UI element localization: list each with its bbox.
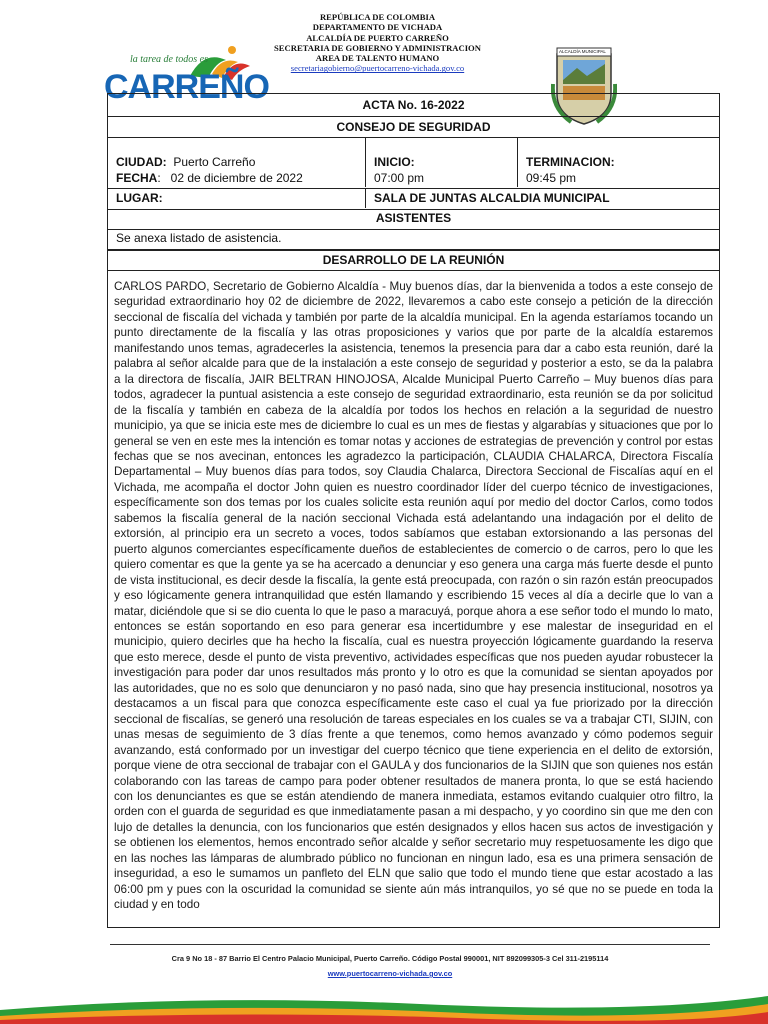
- lugar-value: SALA DE JUNTAS ALCALDIA MUNICIPAL: [374, 191, 610, 205]
- lugar-row: [107, 188, 720, 210]
- letterhead-line-mayoralty: ALCALDÍA DE PUERTO CARREÑO: [306, 32, 449, 43]
- fecha-label: FECHA: [116, 171, 158, 185]
- ciudad-value: Puerto Carreño: [173, 155, 256, 169]
- letterhead-line-secretariat: SECRETARIA DE GOBIERNO Y ADMINISTRACION: [274, 42, 481, 53]
- logo-wordmark: CARREÑO: [104, 68, 269, 106]
- terminacion-value: 09:45 pm: [526, 171, 577, 185]
- terminacion-label: TERMINACION:: [526, 155, 615, 169]
- asistentes-value: Se anexa listado de asistencia.: [116, 231, 282, 245]
- asistentes-row: [107, 229, 720, 250]
- lugar-label: LUGAR:: [116, 191, 163, 205]
- acta-title: ACTA No. 16-2022: [362, 98, 465, 112]
- asistentes-header-row: [107, 209, 720, 230]
- footer-website-link[interactable]: www.puertocarreno-vichada.gov.co: [327, 969, 453, 978]
- desarrollo-header-row: [107, 250, 720, 271]
- city-date-cell: [108, 137, 366, 187]
- acta-subtitle-row: [107, 116, 720, 138]
- shield-label: ALCALDÍA MUNICIPAL: [559, 49, 606, 54]
- acta-subtitle: CONSEJO DE SEGURIDAD: [336, 120, 491, 134]
- fecha-value: : 02 de diciembre de 2022: [157, 171, 303, 185]
- footer-divider: [110, 944, 710, 945]
- footer-address: Cra 9 No 18 - 87 Barrio El Centro Palacio Municipal, Puerto Carreño. Código Postal 990001, NIT 892099305-3 Cel 311-2195114: [171, 954, 609, 963]
- footer-color-waves: [0, 990, 768, 1024]
- inicio-cell: [366, 137, 518, 187]
- letterhead: [250, 12, 505, 74]
- letterhead-line-country: REPÚBLICA DE COLOMBIA: [319, 12, 436, 22]
- ciudad-label: CIUDAD:: [116, 155, 167, 169]
- asistentes-label: ASISTENTES: [375, 211, 452, 225]
- logo-tagline: la tarea de todos es: [130, 54, 208, 65]
- letterhead-line-department: DEPARTAMENTO DE VICHADA: [312, 22, 443, 33]
- acta-title-row: [107, 93, 720, 117]
- letterhead-email-link[interactable]: secretariagobierno@puertocarreno-vichada.gov.co: [290, 63, 465, 74]
- inicio-value: 07:00 pm: [374, 171, 425, 185]
- letterhead-line-area: AREA DE TALENTO HUMANO: [315, 53, 440, 64]
- inicio-label: INICIO:: [374, 155, 415, 169]
- meeting-minutes-body: CARLOS PARDO, Secretario de Gobierno Alcaldía - Muy buenos días, dar la bienvenida a todos a este consejo de seguridad extraordinario hoy 02 de diciembre de 2022, llevaremos a cabo este consejo a petición de la dirección seccional de fiscalía del vichada y también por parte de la alcaldía municipal. En la agenda estaríamos tocando un punto directamente de la fiscalía y las otras proposiciones y varios que por parte de la alcaldía estaremos manifestando unos temas, agradecerles la asistencia, tenemos la presencia para dar a cabo esta reunión, daré la palabra al señor alcalde para que de la instalación a este consejo de seguridad y posterior a esto, se da la palabra a la directora de fiscalía, JAIR BELTRAN HINOJOSA, Alcalde Municipal Puerto Carreño – Muy buenos días para todos, agradecer la puntual asistencia a este consejo de seguridad extraordinario, esta reunión se da por solicitud de la fiscalía y también en cabeza de la alcaldía por todos los hechos en relación a la seguridad de nuestro municipio, ya que se inicia este mes de diciembre lo cual es un mes de fiestas y algarabías y situaciones que por lo general se ven en este mes la intención es tomar notas y acciones de estrategias de prevención y control por estas fechas que se nos avecinan, entonces les agradezco la participación, CLAUDIA CHALARCA, Directora Fiscalía Departamental – Muy buenos días para todos, soy Claudia Chalarca, Directora Seccional de Fiscalías aquí en el Vichada, me acompaña el doctor John quien es nuestro coordinador líder del cuerpo técnico de investigaciones, específicamente son dos temas por los cuales solicite esta reunión aquí por medio del doctor Carlos, como todos sabemos la fiscalía general de la nación seccional Vichada está adelantando una indagación por el delito de extorsión, al principio era un secreto a voces, todos sabíamos que estaban extorsionando a las personas del puerto algunos comerciantes específicamente dueños de establecientes de comercio o de carros, pero lo que les quiero comentar es que la gente ya se ha acercado a denunciar y eso genera una carga más fuerte desde el punto de vista institucional, es decir desde la fiscalía, la gente está preocupada, con razón o sin razón están preocupados y eso lógicamente genera intranquilidad que estén llamando y escribiendo 15 veces al día a decirle que lo van a matar, diciéndole que si se dio cuenta lo que le paso a maracuyá, porque ahora a ese señor todo el mundo lo mato, entonces se están soportando en eso para generar esa incertidumbre y ese malestar de inseguridad en el municipio, quiero decirles que ha hecho la fiscalía, cual es nuestra proyección lógicamente guardando la reserva que esto merece, desde el punto de vista preventivo, actividades específicas que nos pueden ayudar robustecer la investigación para poder dar unos resultados más pronto y lo otro es que la comunidad se sientan apoyados por las autoridades, que no es solo que denunciaron y no pasó nada, sino que hay presencia institucional, nosotros ya destacamos a un fiscal para que conozca específicamente este caso el cual ya fue priorizado por la dirección seccional de fiscalías, se generó una resolución de tareas especiales en los cuales se va a trabajar CTI, SIJIN, con unas mesas de seguimiento de 3 días frente a que tenemos, como hemos avanzado y cómo podemos seguir avanzando, está conformado por un investigar del cuerpo técnico que tiene experiencia en el delito de extorsión, porque viene de otra seccional de trabajar con el GAULA y dos funcionarios de la SIJIN que son quienes nos están colaborando con las tareas de campo para poder obtener resultados de manera pronta, lo que se está haciendo con los denunciantes es que se están atendiendo de manera inmediata, estamos evitando cualquier otro filtro, la orden con el guarda de seguridad es que inmediatamente pasan a mi despacho, y yo coordino sin que me den con lujo de detalles la denuncia, con los funcionarios que estén designados y ellos hacen sus actos de investigación y se obtienen los elementos, hemos encontrado señor alcalde y señor secretario muy respetuosamente les digo que en las noches las lámparas de alumbrado público no funcionan en ningun lado, esa es una primera sensación de inseguridad, a eso le sumamos un panfleto del ELN que salio que todo el mundo tiene que estar acostado a las 06:00 pm y pues con la oscuridad la comunidad se siente aún más intranquilos, yo sé que no se puede en toda la ciudad y en todo: [107, 270, 720, 928]
- acta-info-row: [107, 137, 720, 189]
- desarrollo-label: DESARROLLO DE LA REUNIÓN: [322, 253, 505, 267]
- terminacion-cell: [518, 137, 719, 187]
